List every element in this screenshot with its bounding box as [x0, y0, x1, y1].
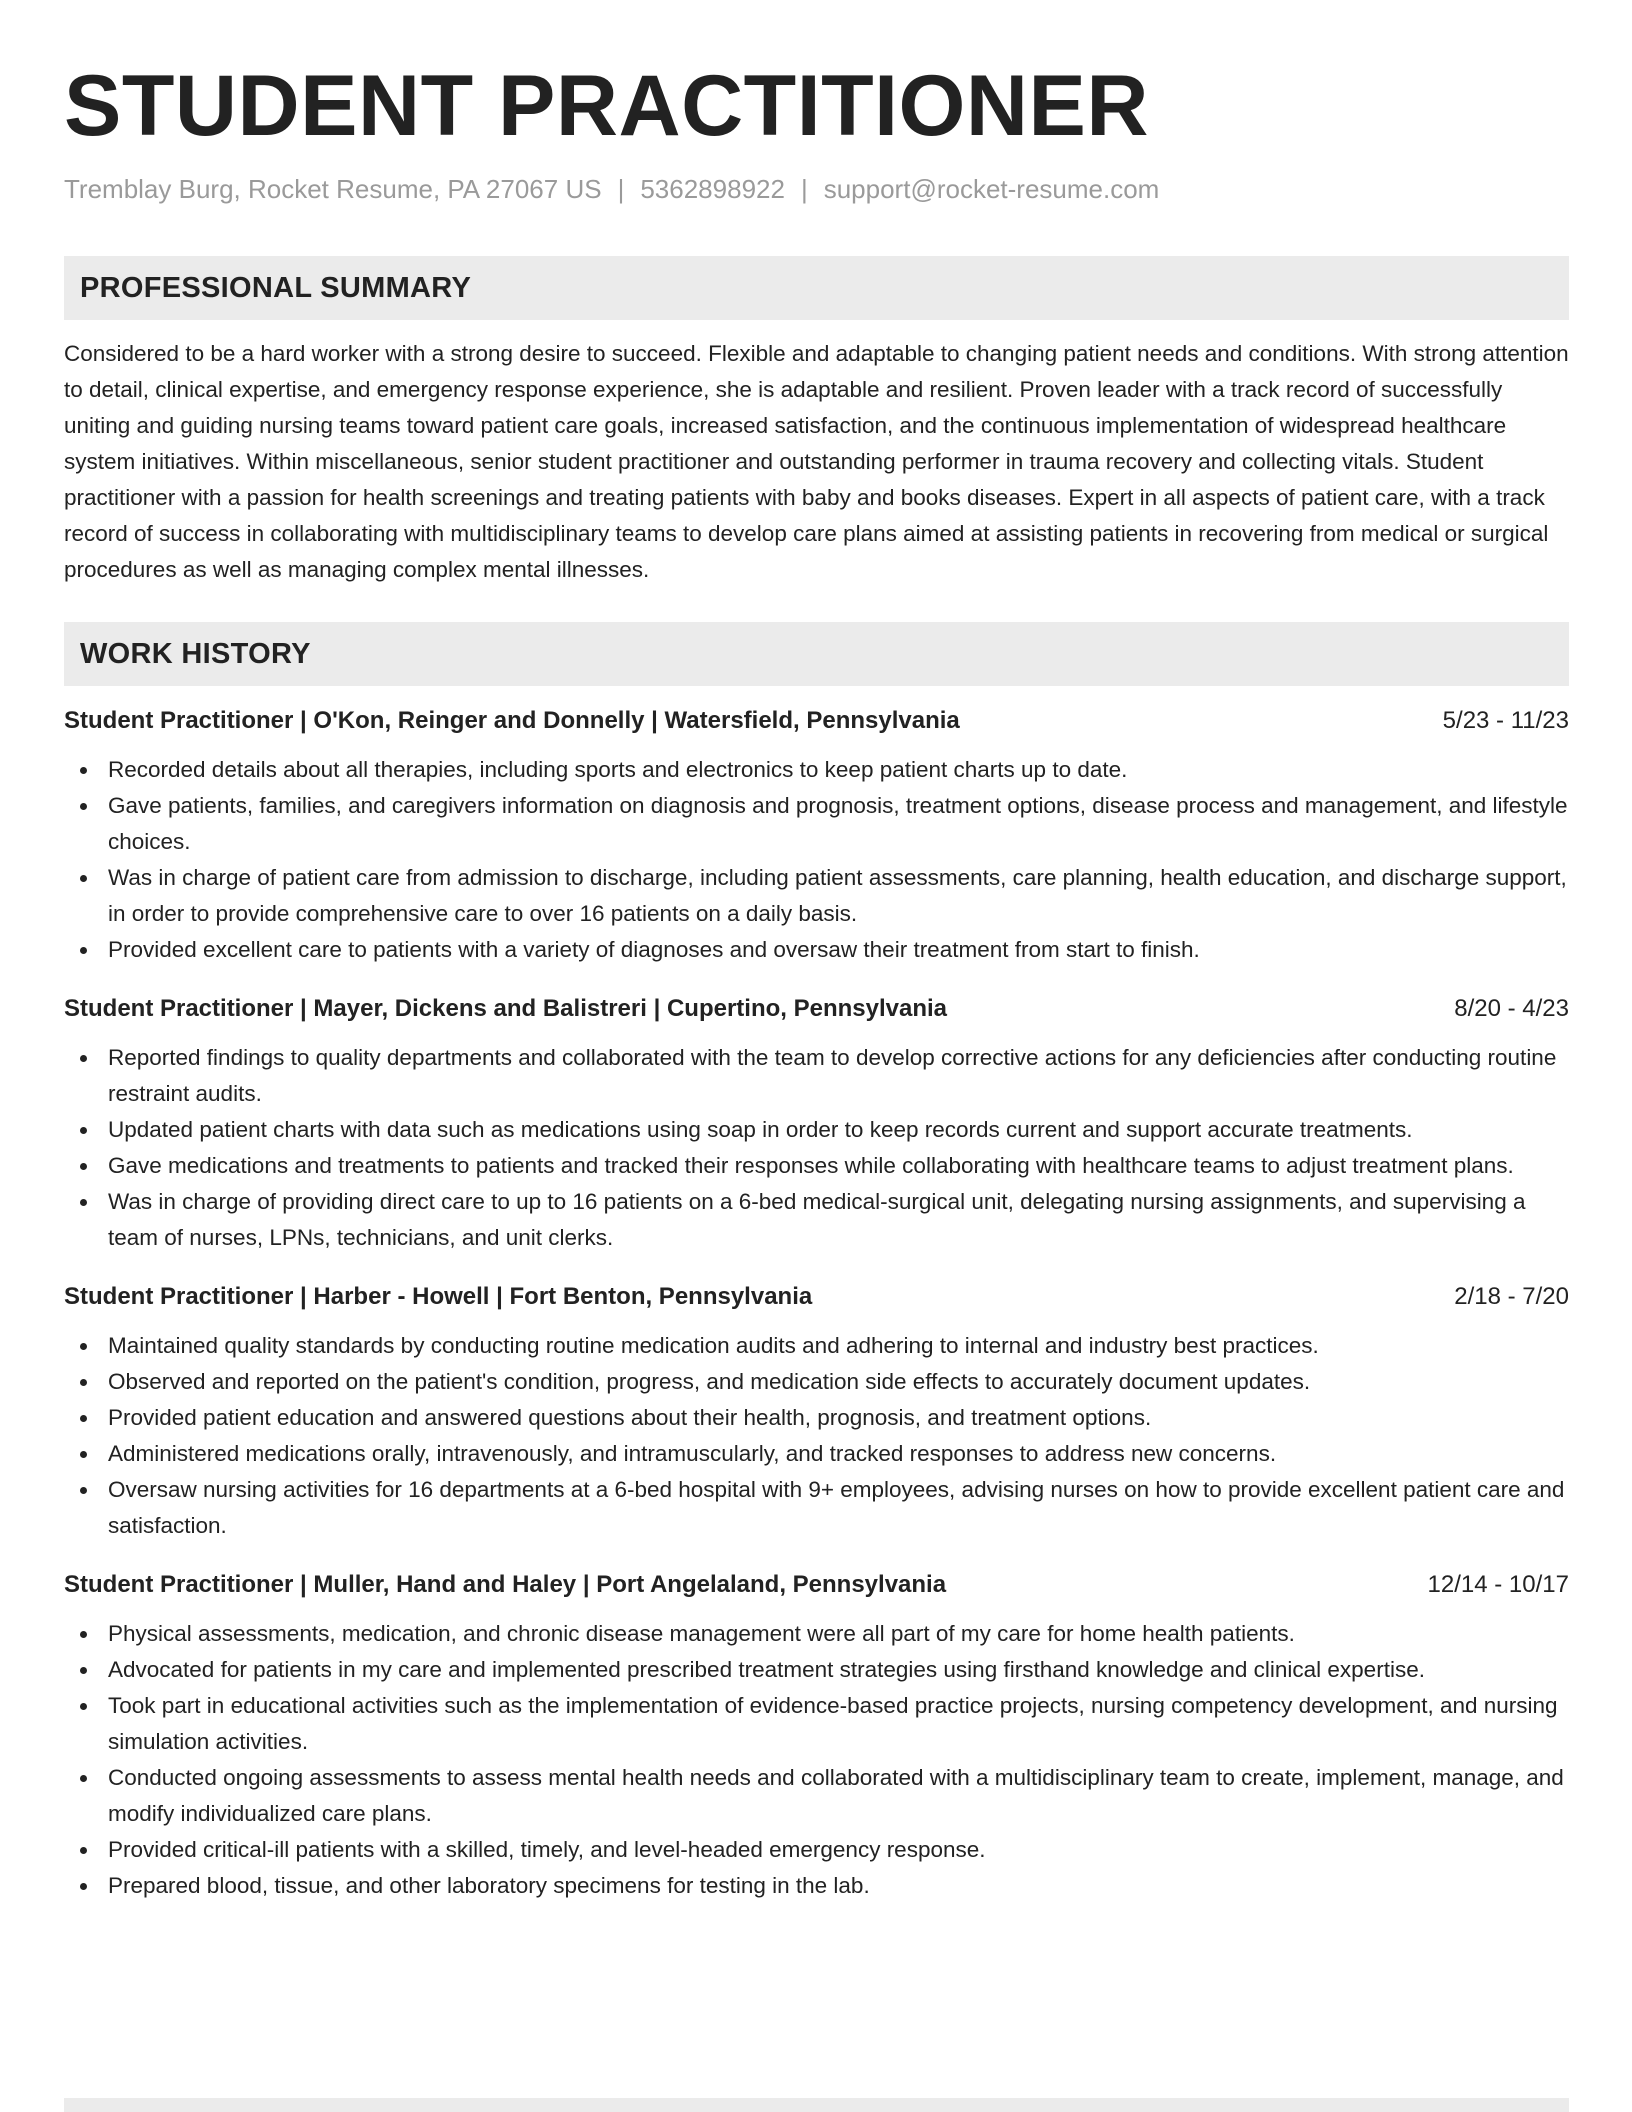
job-bullet-text: Conducted ongoing assessments to assess mental health needs and collaborated with a multidisciplinary team to create, implement, manage, and modify individualized care plans. [108, 1765, 1564, 1826]
job-bullet [64, 1868, 1569, 1904]
work-history-list [64, 704, 1569, 1904]
bullet-dot-icon [80, 947, 87, 954]
job-bullet [64, 1652, 1569, 1688]
contact-separator: | [800, 174, 808, 204]
job-bullet-list [64, 1040, 1569, 1256]
bullet-dot-icon [80, 1415, 87, 1422]
bullet-dot-icon [80, 1631, 87, 1638]
bullet-dot-icon [80, 1163, 87, 1170]
job-header [64, 1568, 1569, 1602]
job-dates: 2/18 - 7/20 [1454, 1283, 1569, 1310]
job-bullet [64, 1616, 1569, 1652]
job-entry [64, 1280, 1569, 1544]
job-bullet [64, 1040, 1569, 1112]
job-header [64, 704, 1569, 738]
job-dates: 8/20 - 4/23 [1454, 995, 1569, 1022]
job-bullet-list [64, 1328, 1569, 1544]
job-bullet [64, 788, 1569, 860]
job-bullet [64, 1112, 1569, 1148]
bullet-dot-icon [80, 1127, 87, 1134]
job-header [64, 1280, 1569, 1314]
job-bullet [64, 1364, 1569, 1400]
job-bullet [64, 1400, 1569, 1436]
job-bullet [64, 1760, 1569, 1832]
bullet-dot-icon [80, 1667, 87, 1674]
job-bullet-text: Took part in educational activities such as the implementation of evidence-based practice projects, nursing competency development, and nursing simulation activities. [108, 1693, 1558, 1754]
job-bullet-text: Prepared blood, tissue, and other laboratory specimens for testing in the lab. [108, 1873, 870, 1898]
job-bullet [64, 1436, 1569, 1472]
job-bullet-text: Provided patient education and answered questions about their health, prognosis, and treatment options. [108, 1405, 1152, 1430]
bullet-dot-icon [80, 767, 87, 774]
job-bullet-text: Advocated for patients in my care and implemented prescribed treatment strategies using firsthand knowledge and clinical expertise. [108, 1657, 1425, 1682]
job-title: Student Practitioner | Muller, Hand and Haley | Port Angelaland, Pennsylvania [64, 1571, 947, 1598]
work-history-heading: WORK HISTORY [64, 622, 1569, 686]
job-bullet [64, 1472, 1569, 1544]
candidate-name: STUDENT PRACTITIONER [64, 58, 1149, 154]
job-bullet-text: Provided critical-ill patients with a skilled, timely, and level-headed emergency response. [108, 1837, 986, 1862]
job-bullet-list [64, 1616, 1569, 1904]
bullet-dot-icon [80, 1055, 87, 1062]
job-bullet-text: Reported findings to quality departments and collaborated with the team to develop corrective actions for any deficiencies after conducting routine restraint audits. [108, 1045, 1557, 1106]
bullet-dot-icon [80, 1775, 87, 1782]
job-bullet-text: Recorded details about all therapies, including sports and electronics to keep patient charts up to date. [108, 757, 1128, 782]
job-bullet [64, 1832, 1569, 1868]
contact-phone: 5362898922 [640, 174, 785, 204]
job-bullet [64, 1328, 1569, 1364]
bullet-dot-icon [80, 875, 87, 882]
bullet-dot-icon [80, 1487, 87, 1494]
job-title: Student Practitioner | Harber - Howell | Fort Benton, Pennsylvania [64, 1283, 813, 1310]
job-bullet [64, 752, 1569, 788]
professional-summary-heading: PROFESSIONAL SUMMARY [64, 256, 1569, 320]
job-bullet-text: Administered medications orally, intravenously, and intramuscularly, and tracked responses to address new concerns. [108, 1441, 1277, 1466]
job-bullet-text: Updated patient charts with data such as medications using soap in order to keep records current and support accurate treatments. [108, 1117, 1413, 1142]
job-bullet [64, 860, 1569, 932]
next-section-heading-bar [64, 2098, 1569, 2112]
contact-email: support@rocket-resume.com [823, 174, 1160, 204]
job-bullet-text: Was in charge of patient care from admission to discharge, including patient assessments, care planning, health education, and discharge support, in order to provide comprehensive care to over 16 patients on a daily basis. [108, 865, 1567, 926]
job-bullet-text: Oversaw nursing activities for 16 departments at a 6-bed hospital with 9+ employees, advising nurses on how to provide excellent patient care and satisfaction. [108, 1477, 1565, 1538]
job-dates: 12/14 - 10/17 [1427, 1571, 1569, 1598]
bullet-dot-icon [80, 803, 87, 810]
bullet-dot-icon [80, 1847, 87, 1854]
job-bullet [64, 932, 1569, 968]
job-bullet-text: Provided excellent care to patients with a variety of diagnoses and oversaw their treatment from start to finish. [108, 937, 1200, 962]
bullet-dot-icon [80, 1883, 87, 1890]
job-bullet-text: Was in charge of providing direct care to up to 16 patients on a 6-bed medical-surgical unit, delegating nursing assignments, and supervising a team of nurses, LPNs, technicians, and unit clerks. [108, 1189, 1526, 1250]
job-bullet-text: Maintained quality standards by conducting routine medication audits and adhering to internal and industry best practices. [108, 1333, 1319, 1358]
contact-separator: | [617, 174, 625, 204]
job-title: Student Practitioner | O'Kon, Reinger and Donnelly | Watersfield, Pennsylvania [64, 707, 960, 734]
bullet-dot-icon [80, 1379, 87, 1386]
job-bullet [64, 1688, 1569, 1760]
bullet-dot-icon [80, 1451, 87, 1458]
job-bullet-text: Observed and reported on the patient's condition, progress, and medication side effects to accurately document updates. [108, 1369, 1311, 1394]
bullet-dot-icon [80, 1343, 87, 1350]
job-header [64, 992, 1569, 1026]
job-entry [64, 992, 1569, 1256]
job-title: Student Practitioner | Mayer, Dickens and Balistreri | Cupertino, Pennsylvania [64, 995, 948, 1022]
job-bullet-list [64, 752, 1569, 968]
job-dates: 5/23 - 11/23 [1442, 707, 1569, 734]
job-entry [64, 704, 1569, 968]
resume-page [64, 0, 1569, 1904]
job-bullet [64, 1148, 1569, 1184]
contact-address: Tremblay Burg, Rocket Resume, PA 27067 US [64, 174, 602, 204]
job-bullet [64, 1184, 1569, 1256]
job-bullet-text: Physical assessments, medication, and chronic disease management were all part of my care for home health patients. [108, 1621, 1295, 1646]
professional-summary-text: Considered to be a hard worker with a strong desire to succeed. Flexible and adaptable to changing patient needs and conditions. With strong attention to detail, clinical expertise, and emergency response experience, she is adaptable and resilient. Proven leader with a track record of successfully uniting and guiding nursing teams toward patient care goals, increased satisfaction, and the continuous implementation of widespread healthcare system initiatives. Within miscellaneous, senior student practitioner and outstanding performer in trauma recovery and collecting vitals. Student practitioner with a passion for health screenings and treating patients with baby and books diseases. Expert in all aspects of patient care, with a track record of success in collaborating with multidisciplinary teams to develop care plans aimed at assisting patients in recovering from medical or surgical procedures as well as managing complex mental illnesses. [64, 341, 1569, 582]
job-bullet-text: Gave medications and treatments to patients and tracked their responses while collaborating with healthcare teams to adjust treatment plans. [108, 1153, 1514, 1178]
job-entry [64, 1568, 1569, 1904]
bullet-dot-icon [80, 1703, 87, 1710]
job-bullet-text: Gave patients, families, and caregivers information on diagnosis and prognosis, treatment options, disease process and management, and lifestyle choices. [108, 793, 1568, 854]
bullet-dot-icon [80, 1199, 87, 1206]
contact-line [64, 172, 1569, 206]
